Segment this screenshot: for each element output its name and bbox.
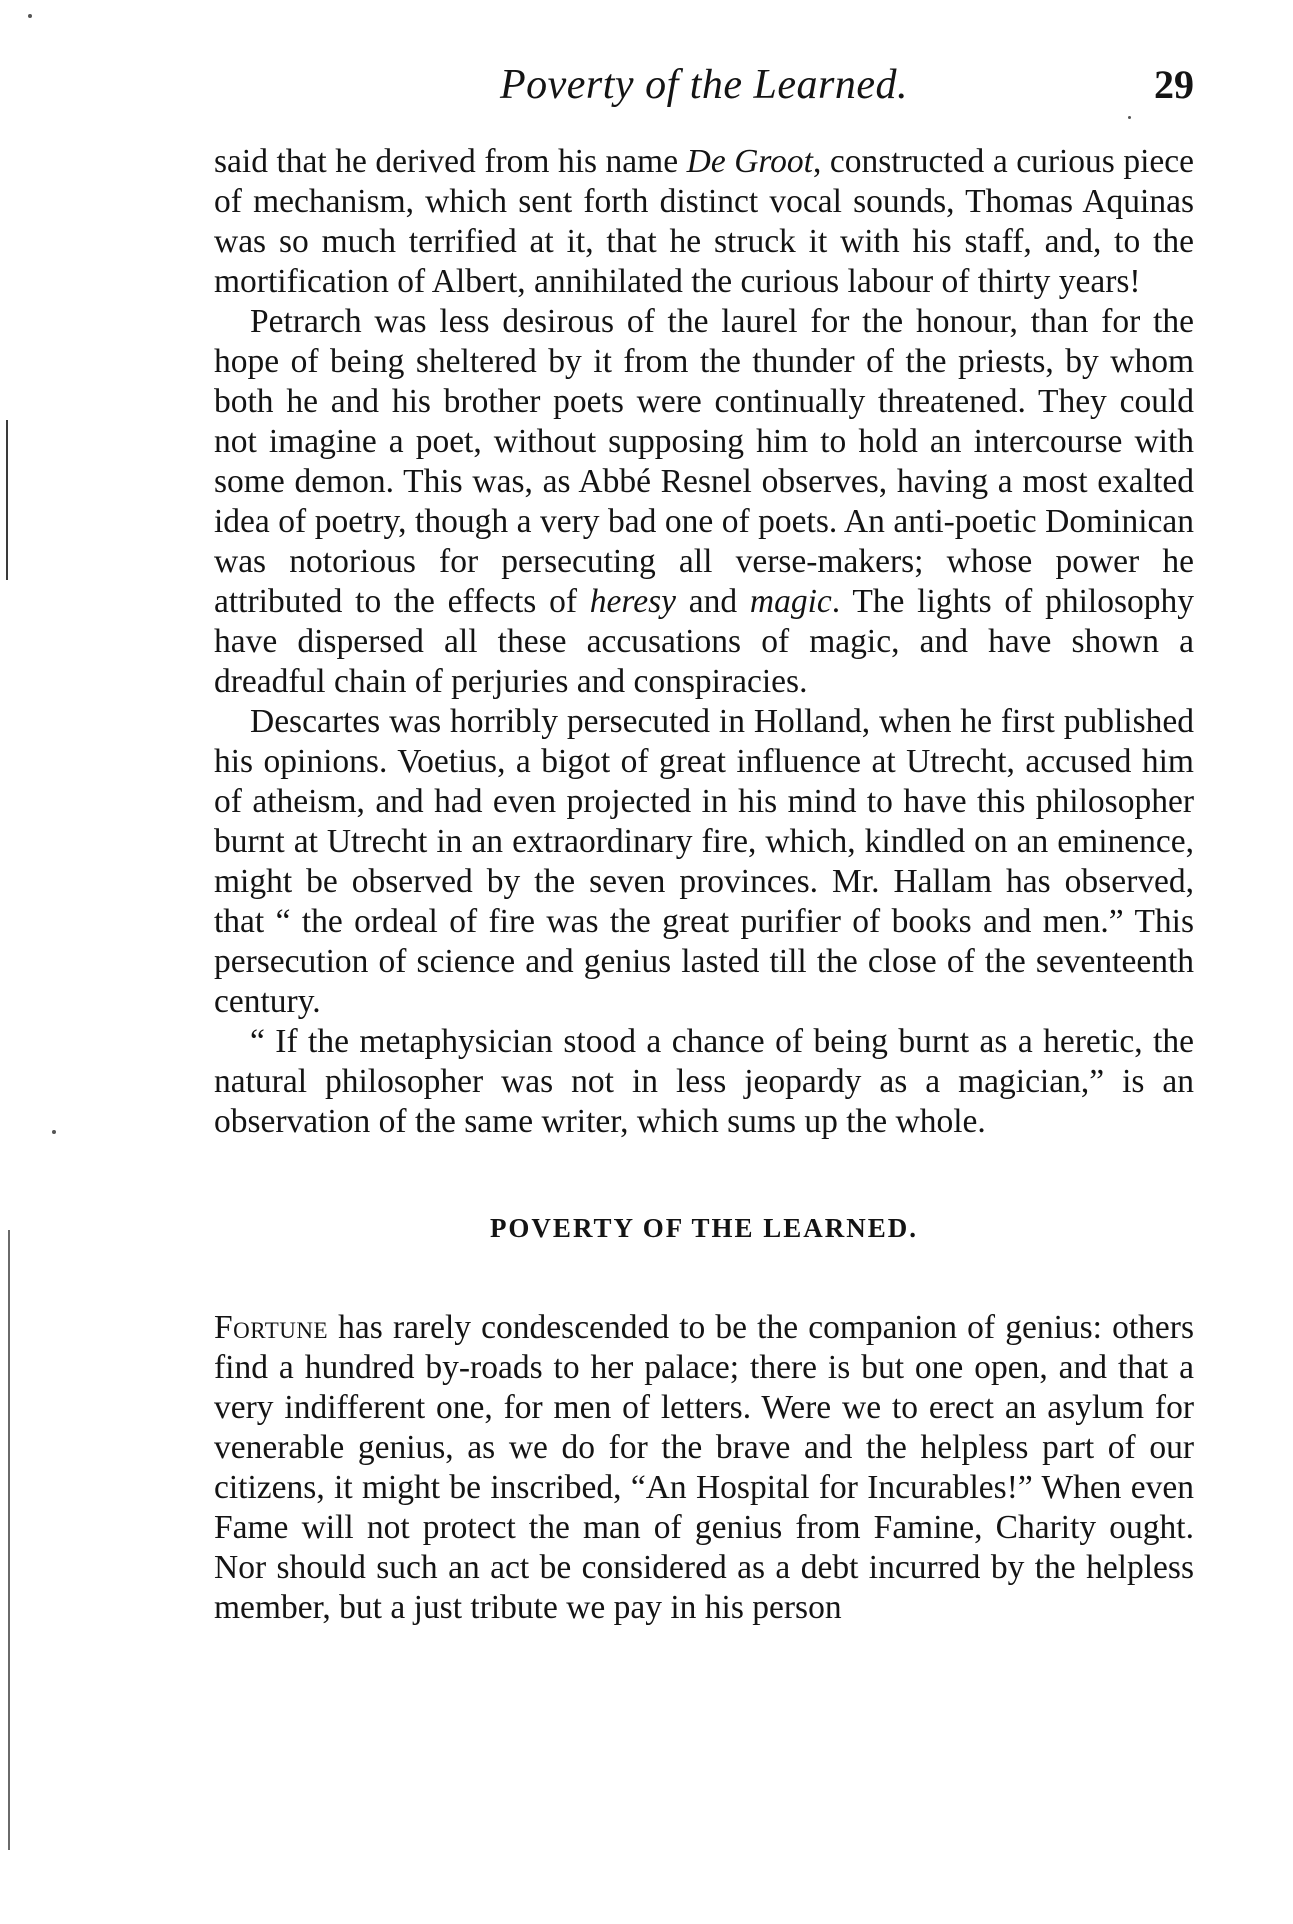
text-run: , constructed a curious piece of mechanism, which sent forth distinct vocal sounds, Thomas Aquinas was so much terrified at it, that he struck it with his staff, and, to the mortification of Albert, annihilated the curious labour of thirty years! [214, 143, 1194, 300]
scan-speck [52, 1130, 56, 1134]
italic-run: magic [749, 583, 832, 620]
scan-speck [1128, 116, 1131, 119]
page-number: 29 [1154, 62, 1194, 107]
scan-margin-mark [6, 420, 8, 580]
text-run: Descartes was horribly persecuted in Holland, when he first published his opinions. Voetius, a bigot of great influence at Utrecht, accused him of atheism, and had even projected in his mind to have this philosopher burnt at Utrecht in an extraordinary fire, which, kindled on an eminence, might be observed by the seven provinces. Mr. Hallam has observed, that “ the ordeal of fire was the great purifier of books and men.” This persecution of science and genius lasted till the close of the seventeenth century. [214, 703, 1194, 1020]
section-heading: POVERTY OF THE LEARNED. [489, 1213, 919, 1243]
text-run: has rarely condescended to be the companion of genius: others find a hundred by-roads to her palace; there is but one open, and that a very indifferent one, for men of letters. Were we to erect an asylum for venerable genius, as we do for the brave and the helpless part of our citizens, it might be inscribed, “An Hospital for Incurables!” When even Fame will not protect the man of genius from Famine, Charity ought. Nor should such an act be considered as a debt incurred by the helpless member, but a just tribute we pay in his person [214, 1309, 1194, 1626]
paragraph-1 [214, 142, 1194, 302]
body-text [214, 142, 1194, 1628]
paragraph-2 [214, 302, 1194, 702]
text-run: Petrarch was less desirous of the laurel for the honour, than for the hope of being sheltered by it from the thunder of the priests, by whom both he and his brother poets were continually threatened. They could not imagine a poet, without supposing him to hold an intercourse with some demon. This was, as Abbé Resnel observes, having a most exalted idea of poetry, though a very bad one of poets. An anti-poetic Dominican was notorious for persecuting all verse-makers; whose power he attributed to the effects of [214, 303, 1194, 620]
scan-speck [28, 14, 32, 18]
paragraph-3 [214, 702, 1194, 1022]
section-paragraph [214, 1308, 1194, 1628]
text-run: said that he derived from his name [214, 143, 687, 180]
running-title: Poverty of the Learned. [499, 62, 909, 108]
paragraph-4 [214, 1022, 1194, 1142]
italic-run: De Groot [686, 143, 813, 180]
running-head [214, 60, 1194, 110]
scan-margin-mark [8, 1230, 10, 1850]
text-run: “ If the metaphysician stood a chance of being burnt as a heretic, the natural philosopher was not in less jeopardy as a magician,” is an observation of the same writer, which sums up the whole. [214, 1023, 1194, 1140]
italic-run: heresy [589, 583, 676, 620]
text-run: and [675, 583, 750, 620]
text-run: . The lights of philosophy have dispersed all these accusations of magic, and have shown a dreadful chain of perjuries and conspiracies. [214, 583, 1194, 700]
lead-word: Fortune [214, 1309, 329, 1346]
